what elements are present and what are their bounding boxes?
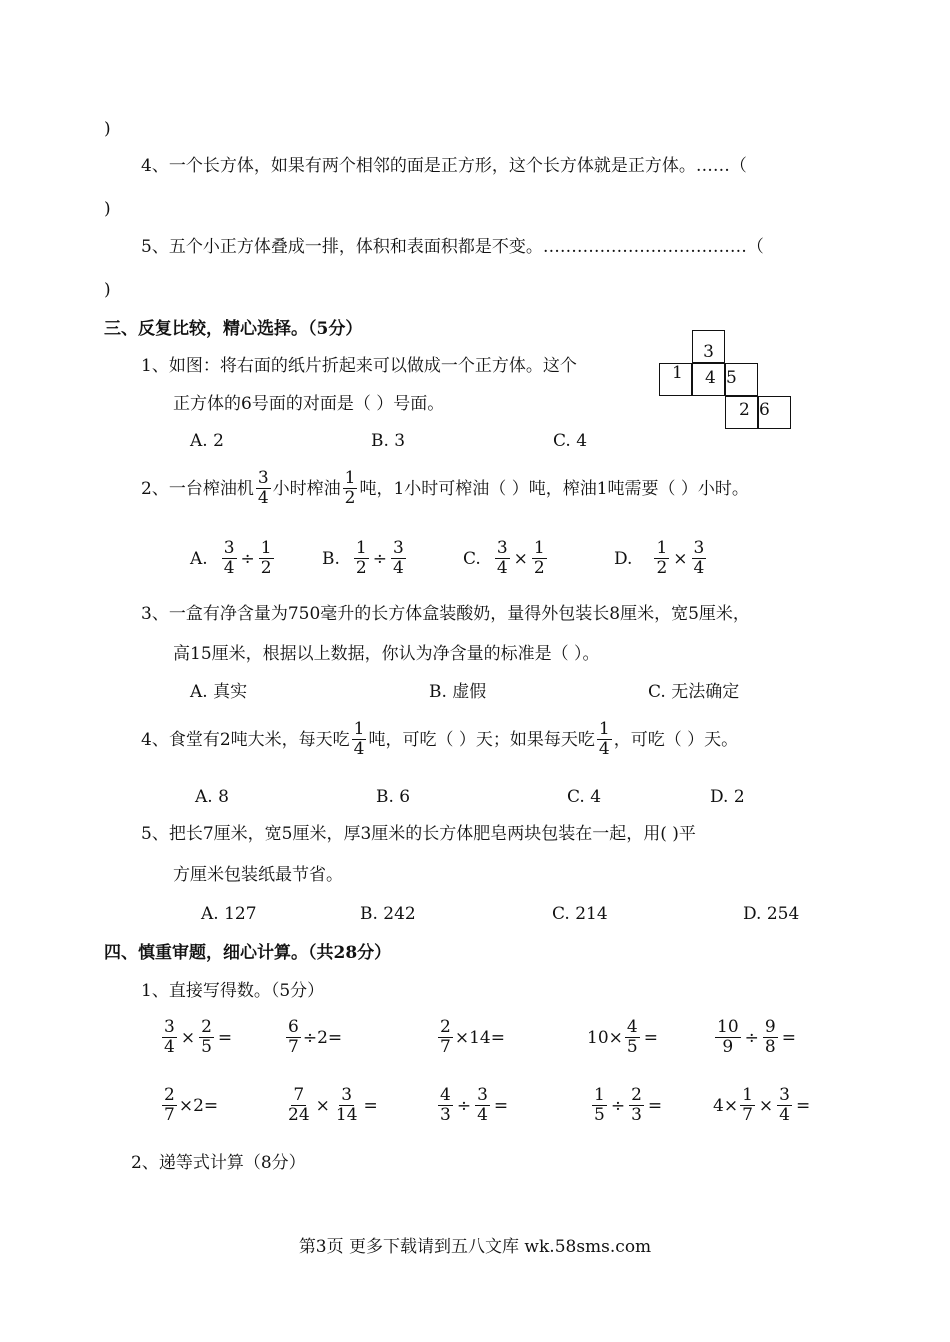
operator: ÷ <box>240 548 255 569</box>
operator: = <box>795 1095 811 1116</box>
fraction <box>334 1086 360 1125</box>
option: B. 6 <box>376 787 411 807</box>
denominator: 8 <box>764 1037 776 1057</box>
paren-close: ) <box>104 280 111 300</box>
option-b <box>322 539 408 578</box>
denominator: 4 <box>353 739 365 759</box>
net-face-label: 6 <box>759 400 770 420</box>
option: C. 4 <box>553 431 588 451</box>
net-face-label: 4 <box>705 368 716 388</box>
numerator: 3 <box>164 1017 175 1037</box>
q3-2-text <box>141 469 749 508</box>
expression <box>713 1018 798 1057</box>
fraction <box>343 469 358 508</box>
denominator: 5 <box>201 1037 212 1057</box>
denominator: 4 <box>164 1037 175 1057</box>
numerator: 1 <box>656 538 668 558</box>
tf-question-4: 4、一个长方体，如果有两个相邻的面是正方形，这个长方体就是正方体。……（ <box>141 156 747 176</box>
net-face-label: 1 <box>672 363 683 383</box>
fraction <box>162 1086 177 1125</box>
option: A. 真实 <box>190 682 248 702</box>
text: ×14= <box>454 1027 505 1048</box>
q3-3-line2: 高15厘米，根据以上数据，你认为净含量的标准是（ ）。 <box>173 644 600 664</box>
paren-close: ) <box>104 119 111 139</box>
denominator: 4 <box>223 558 235 578</box>
fraction <box>532 539 547 578</box>
numerator: 4 <box>440 1085 451 1105</box>
option: C. 无法确定 <box>648 682 740 702</box>
denominator: 4 <box>779 1105 790 1125</box>
operator: = <box>217 1027 233 1048</box>
expression <box>284 1018 342 1057</box>
denominator: 4 <box>598 739 610 759</box>
denominator: 2 <box>355 558 367 578</box>
numerator: 3 <box>779 1085 790 1105</box>
numerator: 3 <box>496 538 508 558</box>
q3-1-line2: 正方体的6号面的对面是（ ）号面。 <box>173 394 445 414</box>
fraction <box>475 1086 490 1125</box>
net-face-label: 5 <box>726 368 737 388</box>
numerator: 2 <box>164 1085 175 1105</box>
q3-4-text <box>141 720 738 759</box>
net-face <box>725 363 758 396</box>
fraction <box>625 1018 640 1057</box>
fraction <box>629 1086 644 1125</box>
denominator: 7 <box>288 1037 299 1057</box>
operator: × <box>758 1095 774 1116</box>
option-c <box>463 539 549 578</box>
option: C. 4 <box>567 787 602 807</box>
fraction <box>352 720 367 759</box>
denominator: 3 <box>631 1105 642 1125</box>
operator: × <box>513 548 528 569</box>
operator: × <box>180 1027 196 1048</box>
text: A. <box>190 548 208 569</box>
fraction <box>740 1086 755 1125</box>
operator: = <box>493 1095 509 1116</box>
fraction <box>256 469 271 508</box>
numerator: 1 <box>594 1085 605 1105</box>
option: B. 虚假 <box>429 682 487 702</box>
denominator: 2 <box>656 558 668 578</box>
fraction <box>597 720 612 759</box>
section-4-title: 四、慎重审题，细心计算。（共28分） <box>104 943 392 963</box>
text: 小时榨油 <box>272 478 341 499</box>
numerator: 9 <box>764 1017 776 1037</box>
text: 4× <box>713 1095 739 1116</box>
denominator: 4 <box>392 558 404 578</box>
text: 4、食堂有2吨大米，每天吃 <box>141 729 350 750</box>
denominator: 3 <box>440 1105 451 1125</box>
section-3-title: 三、反复比较，精心选择。（5分） <box>104 319 363 339</box>
option: B. 242 <box>360 904 416 924</box>
numerator: 10 <box>717 1017 739 1037</box>
fraction <box>286 1086 312 1125</box>
numerator: 3 <box>341 1085 353 1105</box>
numerator: 2 <box>440 1017 451 1037</box>
numerator: 7 <box>293 1085 305 1105</box>
numerator: 3 <box>477 1085 488 1105</box>
denominator: 9 <box>722 1037 734 1057</box>
denominator: 2 <box>260 558 272 578</box>
option: A. 8 <box>195 787 229 807</box>
denominator: 24 <box>288 1105 310 1125</box>
q3-1-line1: 1、如图：将右面的纸片折起来可以做成一个正方体。这个 <box>141 356 577 376</box>
text: ，可吃（ ）天。 <box>613 729 739 750</box>
fraction <box>777 1086 792 1125</box>
sub-question-1: 1、直接写得数。（5分） <box>141 981 325 1001</box>
fraction <box>286 1018 301 1057</box>
text: 2、一台榨油机 <box>141 478 254 499</box>
numerator: 1 <box>355 538 367 558</box>
operator: = <box>781 1027 796 1048</box>
denominator: 2 <box>533 558 545 578</box>
denominator: 4 <box>693 558 705 578</box>
paren-close: ) <box>104 199 111 219</box>
operator: = <box>643 1027 658 1048</box>
net-face <box>758 396 791 429</box>
text: ×2= <box>178 1095 219 1116</box>
fraction <box>354 539 369 578</box>
fraction <box>692 539 707 578</box>
net-face <box>659 363 692 396</box>
numerator: 1 <box>344 468 356 488</box>
text: 吨，1小时可榨油（ ）吨，榨油1吨需要（ ）小时。 <box>359 478 749 499</box>
fraction <box>715 1018 741 1057</box>
numerator: 1 <box>598 719 610 739</box>
operator: × <box>673 548 688 569</box>
text: 10× <box>587 1027 623 1048</box>
denominator: 14 <box>335 1105 358 1125</box>
q3-5-line1: 5、把长7厘米，宽5厘米，厚3厘米的长方体肥皂两块包装在一起，用( )平 <box>141 824 696 844</box>
option-d <box>614 539 708 578</box>
denominator: 4 <box>496 558 508 578</box>
operator: ÷ <box>610 1095 626 1116</box>
operator: ÷ <box>456 1095 472 1116</box>
numerator: 1 <box>353 719 365 739</box>
operator: ÷ <box>372 548 387 569</box>
net-face <box>725 396 758 429</box>
sub-question-2: 2、递等式计算（8分） <box>131 1153 306 1173</box>
fraction <box>222 539 237 578</box>
net-face: 3 <box>692 330 725 363</box>
text: ÷2= <box>302 1027 343 1048</box>
operator: ÷ <box>744 1027 759 1048</box>
numerator: 3 <box>257 468 269 488</box>
option: A. 127 <box>201 904 257 924</box>
operator: × <box>315 1095 330 1116</box>
q3-3-line1: 3、一盒有净含量为750毫升的长方体盒装酸奶，量得外包装长8厘米，宽5厘米， <box>141 604 750 624</box>
option: B. 3 <box>371 431 406 451</box>
denominator: 5 <box>626 1037 638 1057</box>
fraction <box>199 1018 214 1057</box>
numerator: 2 <box>201 1017 212 1037</box>
expression <box>713 1086 812 1125</box>
numerator: 6 <box>288 1017 299 1037</box>
denominator: 4 <box>477 1105 488 1125</box>
numerator: 3 <box>223 538 235 558</box>
expression <box>436 1086 510 1125</box>
text: B. <box>322 548 340 569</box>
numerator: 2 <box>631 1085 642 1105</box>
option: D. 2 <box>710 787 745 807</box>
fraction <box>438 1018 453 1057</box>
option-a <box>190 539 276 578</box>
numerator: 3 <box>392 538 404 558</box>
operator: = <box>647 1095 663 1116</box>
text: D. <box>614 548 633 569</box>
expression <box>587 1018 660 1057</box>
denominator: 7 <box>742 1105 753 1125</box>
fraction <box>162 1018 177 1057</box>
denominator: 2 <box>344 488 356 508</box>
text: C. <box>463 548 481 569</box>
operator: = <box>363 1095 378 1116</box>
fraction <box>592 1086 607 1125</box>
net-face <box>692 363 725 396</box>
denominator: 5 <box>594 1105 605 1125</box>
numerator: 1 <box>742 1085 753 1105</box>
expression <box>284 1086 380 1125</box>
numerator: 4 <box>626 1017 638 1037</box>
fraction <box>391 539 406 578</box>
numerator: 1 <box>533 538 545 558</box>
expression <box>590 1086 664 1125</box>
expression <box>160 1086 218 1125</box>
numerator: 1 <box>260 538 272 558</box>
denominator: 4 <box>257 488 269 508</box>
net-face-label: 2 <box>739 400 750 420</box>
tf-question-5: 5、五个小正方体叠成一排，体积和表面积都是不变。………………………………（ <box>141 237 764 257</box>
option: D. 254 <box>743 904 800 924</box>
expression <box>436 1018 505 1057</box>
fraction <box>259 539 274 578</box>
denominator: 7 <box>440 1037 451 1057</box>
denominator: 7 <box>164 1105 175 1125</box>
numerator: 3 <box>693 538 705 558</box>
expression <box>160 1018 234 1057</box>
page-footer: 第3页 更多下载请到五八文库 wk.58sms.com <box>298 1237 652 1257</box>
text: 吨，可吃（ ）天；如果每天吃 <box>368 729 595 750</box>
fraction <box>495 539 510 578</box>
q3-5-line2: 方厘米包装纸最节省。 <box>173 865 343 885</box>
option: C. 214 <box>552 904 608 924</box>
fraction <box>438 1086 453 1125</box>
option: A. 2 <box>190 431 224 451</box>
fraction <box>654 539 669 578</box>
fraction <box>763 1018 778 1057</box>
